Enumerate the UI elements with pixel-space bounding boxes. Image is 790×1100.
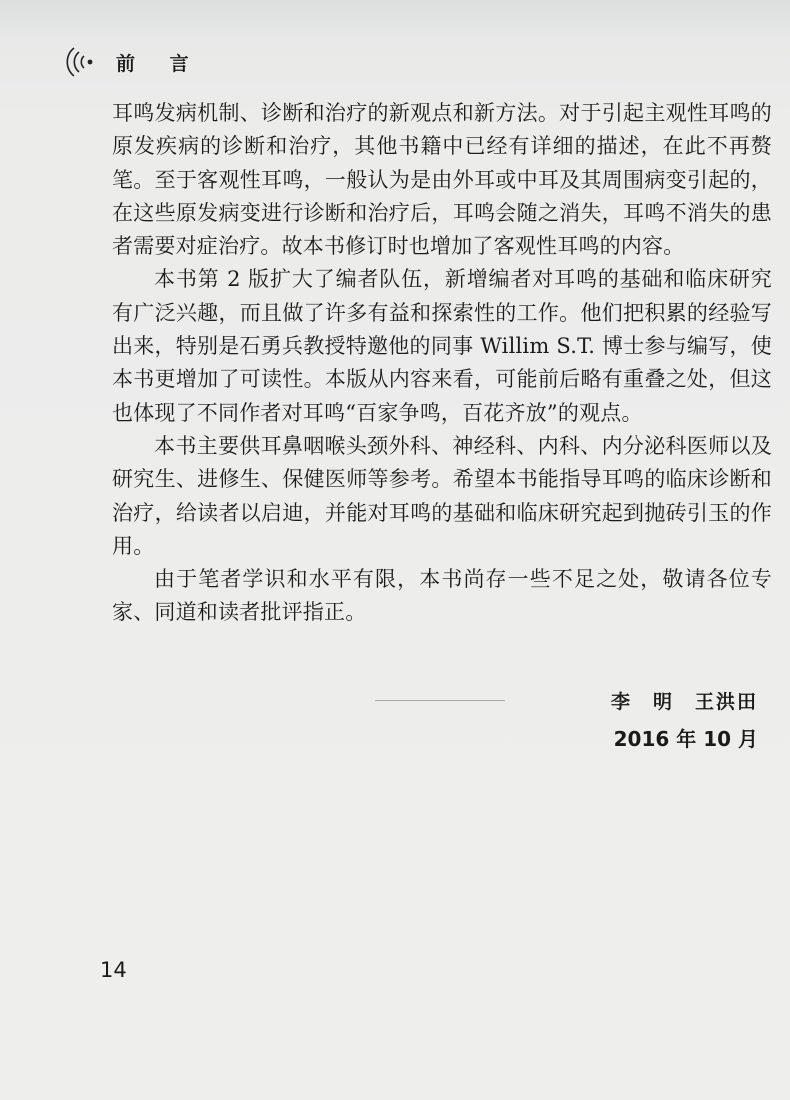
paragraph-4: 由于笔者学识和水平有限，本书尚存一些不足之处，敬请各位专家、同道和读者批评指正。 — [112, 567, 772, 625]
page-header — [60, 44, 203, 80]
paragraph-3: 本书主要供耳鼻咽喉头颈外科、神经科、内科、内分泌科医师以及研究生、进修生、保健医师等参考。希望本书能指导耳鸣的临床诊断和治疗，给读者以启迪，并能对耳鸣的基础和临床研究起到抛砖引玉的作用。 — [112, 433, 772, 558]
paragraph-2: 本书第 2 版扩大了编者队伍，新增编者对耳鸣的基础和临床研究有广泛兴趣，而且做了许多有益和探索性的工作。他们把积累的经验写出来，特别是石勇兵教授特邀他的同事 Willim S.T. 博士参与编写，使本书更增加了可读性。本版从内容来看，可能前后略有重叠之处，但这也体现了不同作者对耳鸣“百家争鸣，百花齐放”的观点。 — [112, 267, 772, 425]
sound-wave-icon — [60, 44, 110, 80]
body-text — [112, 97, 772, 630]
page-title: 前 言 — [116, 52, 203, 75]
page-number: 14 — [100, 958, 127, 982]
signature-divider — [375, 700, 505, 701]
paragraph-1: 耳鸣发病机制、诊断和治疗的新观点和新方法。对于引起主观性耳鸣的原发疾病的诊断和治疗，其他书籍中已经有详细的描述，在此不再赘笔。至于客观性耳鸣，一般认为是由外耳或中耳及其周围病变引起的，在这些原发病变进行诊断和治疗后，耳鸣会随之消失，耳鸣不消失的患者需要对症治疗。故本书修订时也增加了客观性耳鸣的内容。 — [112, 101, 772, 259]
author-names: 李 明 王洪田 — [610, 691, 758, 713]
signature-date: 2016 年 10 月 — [613, 727, 758, 751]
